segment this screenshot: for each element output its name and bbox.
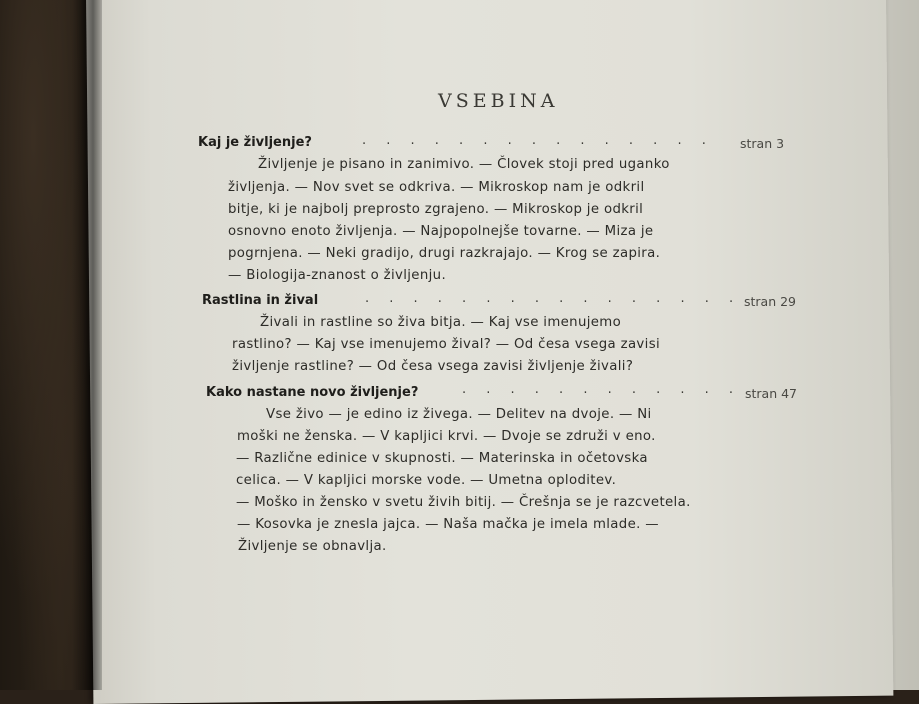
summary-line: celica. — V kapljici morske vode. — Umetna oploditev. (236, 473, 617, 488)
summary-line: bitje, ki je najbolj preprosto zgrajeno. — Mikroskop je odkril (228, 202, 644, 217)
summary-line: Življenje je pisano in zanimivo. — Človek stoji pred uganko (258, 157, 670, 172)
summary-line: moški ne ženska. — V kapljici krvi. — Dvoje se združi v eno. (237, 429, 656, 444)
summary-line: življenje rastline? — Od česa vsega zavisi življenje živali? (232, 359, 634, 374)
page-reference: stran 29 (744, 294, 797, 309)
summary-line: pogrnjena. — Neki gradijo, drugi razkrajajo. — Krog se zapira. (228, 246, 661, 261)
page-reference: stran 47 (745, 386, 798, 401)
section-title: Rastlina in žival (202, 293, 319, 308)
section-title: Kaj je življenje? (198, 135, 312, 150)
dot-leaders: . . . . . . . . . . . . . . . . (365, 291, 742, 306)
summary-line: — Kosovka je znesla jajca. — Naša mačka je imela mlade. — (237, 517, 659, 532)
summary-line: osnovno enoto življenja. — Najpopolnejše tovarne. — Miza je (228, 224, 654, 239)
dot-leaders: . . . . . . . . . . . . . . . (362, 133, 714, 148)
summary-line: življenja. — Nov svet se odkriva. — Mikroskop nam je odkril (228, 180, 645, 195)
summary-line: Vse živo — je edino iz živega. — Delitev na dvoje. — Ni (266, 407, 652, 422)
summary-line: — Različne edinice v skupnosti. — Materinska in očetovska (236, 451, 648, 466)
section-title: Kako nastane novo življenje? (206, 385, 419, 400)
dot-leaders: . . . . . . . . . . . . (462, 382, 742, 397)
summary-line: Življenje se obnavlja. (238, 539, 387, 554)
page-reference: stran 3 (740, 136, 785, 151)
summary-line: Živali in rastline so živa bitja. — Kaj vse imenujemo (260, 315, 622, 330)
summary-line: — Moško in žensko v svetu živih bitij. — Črešnja se je razcvetela. (236, 495, 691, 510)
summary-line: rastlino? — Kaj vse imenujemo žival? — Od česa vsega zavisi (232, 337, 661, 352)
summary-line: — Biologija-znanost o življenju. (228, 268, 447, 283)
page-title: VSEBINA (438, 90, 559, 112)
